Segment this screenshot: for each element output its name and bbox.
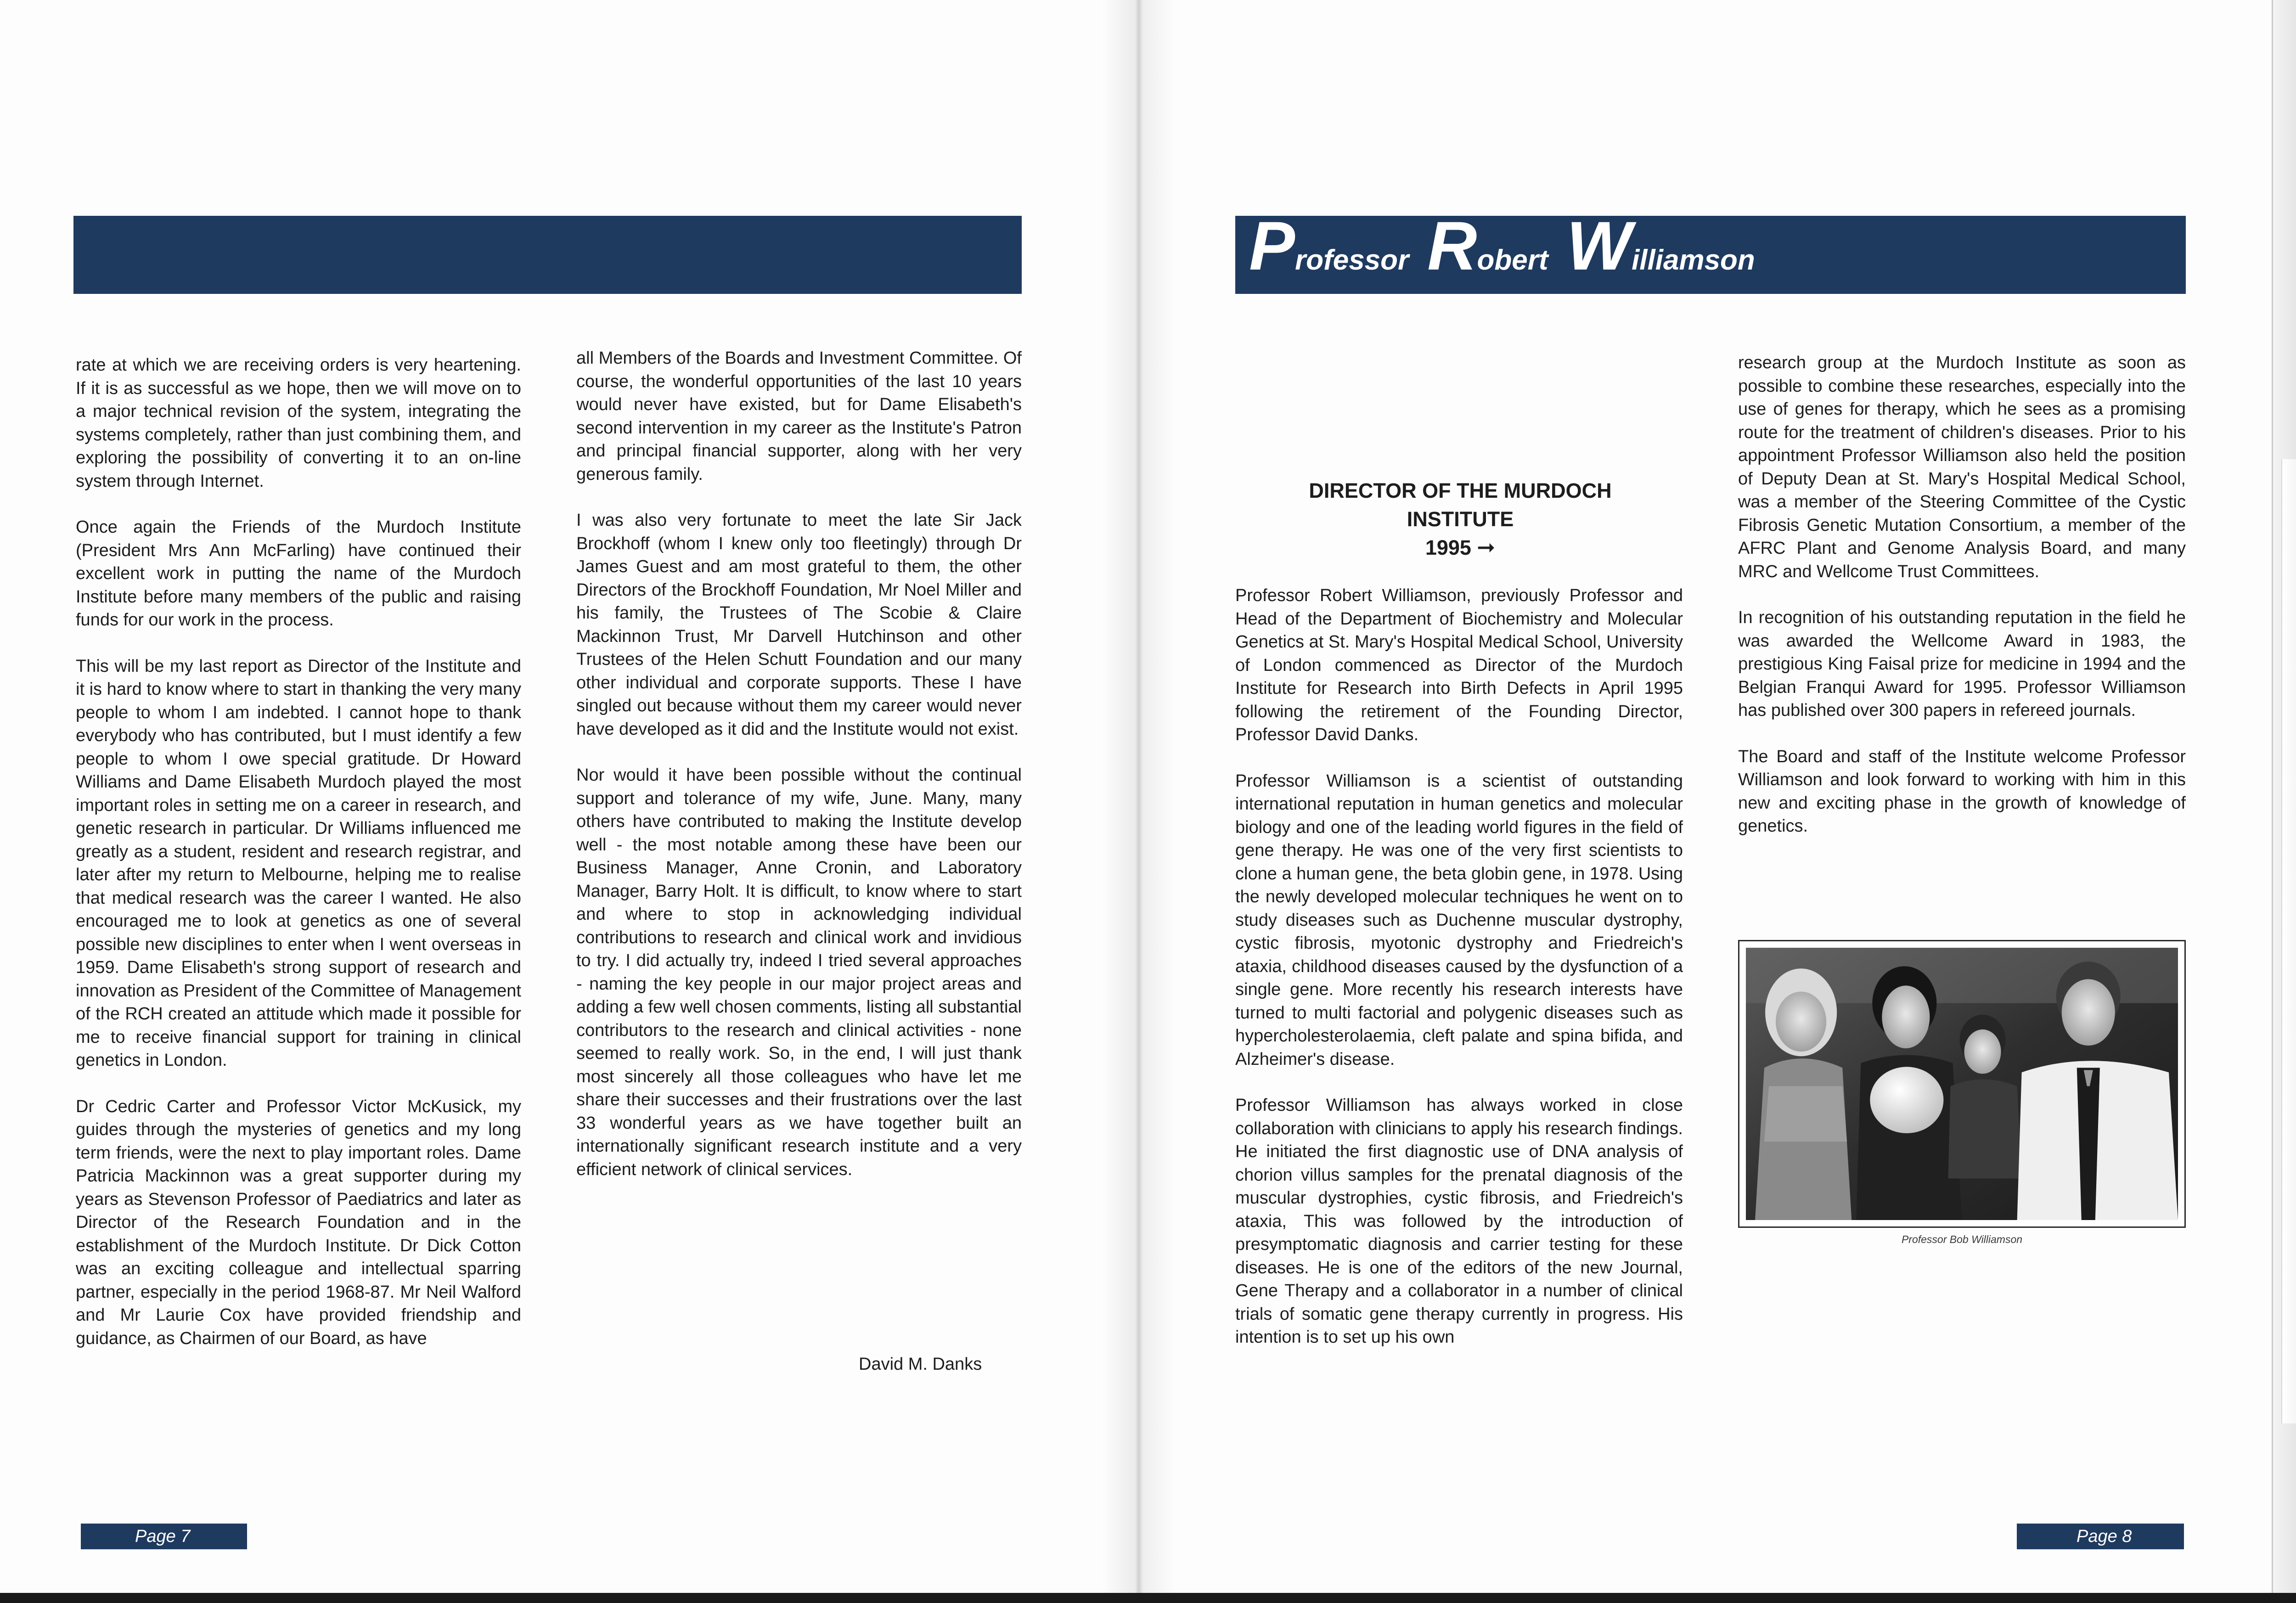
title-word: illiamson — [1632, 244, 1755, 276]
paragraph: Professor Williamson is a scientist of outstanding international reputation in human genetics and molecular biology and one of the leading world figures in the field of gene therapy. He was one of the very first scientists to clone a human gene, the beta globin gene, in 1978. Using the newly developed molecular techniques he went on to study diseases such as Duchenne muscular dystrophy, cystic fibrosis, myotonic dystrophy and Friedreich's ataxia, childhood diseases caused by the dysfunction of a single gene. More recently his research interests have turned to multi factorial and polygenic diseases such as hypercholesterolaemia, cleft palate and spina bifida, and Alzheimer's disease. — [1235, 771, 1683, 1069]
paragraph: Dr Cedric Carter and Professor Victor McKusick, my guides through the mysteries of genetics and my long term friends, were the next to play important roles. Dame Patricia Mackinnon was a great supporter during my years as Stevenson Professor of Paediatrics and later as Director of the Research Foundation and in the establishment of the Murdoch Institute. Dr Dick Cotton was an exciting colleague and intellectual sparring partner, especially in the period 1968-87. Mr Neil Walford and Mr Laurie Cox have provided friendship and guidance, as Chairmen of our Board, as have — [76, 1097, 521, 1348]
paragraph: all Members of the Boards and Investment Committee. Of course, the wonderful opportunities of the last 10 years would never have existed, but for Dame Elisabeth's second intervention in my career as the Institute's Patron and principal financial supporter, along with her very generous family. — [576, 349, 1022, 484]
article-title — [1249, 207, 1773, 294]
left-column-1 — [76, 354, 521, 1373]
title-word: obert — [1477, 244, 1548, 276]
director-heading-line: INSTITUTE — [1407, 507, 1514, 531]
paragraph: In recognition of his outstanding reputation in the field he was awarded the Wellcome Award in 1983, the prestigious King Faisal prize for medicine in 1994 and the Belgian Franqui Award for 1995. Professor Williamson has published over 300 papers in refereed journals. — [1738, 608, 2186, 720]
director-heading-year-line — [1258, 534, 1662, 562]
paragraph: Once again the Friends of the Murdoch Institute (President Mrs Ann McFarling) have continued their excellent work in putting the name of the Murdoch Institute before many members of the public and raising funds for our work in the process. — [76, 517, 521, 630]
left-header-bar — [73, 216, 1022, 294]
arrow-right-icon: ➞ — [1476, 535, 1496, 560]
author-signature: David M. Danks — [859, 1355, 982, 1374]
director-year: 1995 — [1425, 536, 1471, 559]
paragraph: Nor would it have been possible without the continual support and tolerance of my wife, June. Many, many others have contributed to making the Institute develop well - the most notable among these have been our Business Manager, Anne Cronin, and Laboratory Manager, Barry Holt. It is difficult, to know where to start and where to stop in acknowledging individual contributions to research and clinical work and invidious to try. I did actually try, indeed I tried several approaches - naming the key people in our major project areas and adding a few well chosen comments, listing all substantial contributors to the research and clinical activities - none seemed to really work. So, in the end, I will just thank most sincerely all those colleagues who have let me share their successes and their frustrations over the last 33 wonderful years as we have together built an internationally significant research institute and a very efficient network of clinical services. — [576, 765, 1022, 1179]
scan-bottom-edge — [0, 1593, 2296, 1603]
title-initial: W — [1566, 207, 1630, 284]
page-gutter — [1102, 0, 1176, 1603]
portrait-photo — [1746, 948, 2178, 1220]
director-heading — [1258, 477, 1662, 562]
paragraph: rate at which we are receiving orders is very heartening. If it is as successful as we hope, then we will move on to a major technical revision of the system, integrating the systems completely, rather than just combining them, and exploring the possibility of converting it to an on-line system through Internet. — [76, 355, 521, 491]
title-initial: P — [1249, 207, 1294, 284]
paragraph: I was also very fortunate to meet the late Sir Jack Brockhoff (whom I knew only too fleetingly) through Dr James Guest and am most grateful to them, the other Directors of the Brockhoff Foundation, Mr Noel Miller and his family, the Trustees of The Scobie & Claire Mackinnon Trust, Mr Darvell Hutchinson and other Trustees of the Helen Schutt Foundation and our many other individual and corporate supports. These I have singled out because without them my career would never have developed as it did and the Institute would not exist. — [576, 511, 1022, 739]
page-number-tab-right: Page 8 — [2017, 1524, 2184, 1549]
right-header-bar — [1235, 207, 2186, 294]
right-column-2 — [1738, 351, 2186, 861]
photo-caption: Professor Bob Williamson — [1901, 1233, 2023, 1245]
folded-page-edge — [2281, 459, 2296, 1423]
right-column-1 — [1235, 584, 1683, 1372]
paragraph: This will be my last report as Director of the Institute and it is hard to know where to start in thanking the very many people to whom I am indebted. I cannot hope to thank everybody who has contributed, but I must identify a few people to whom I owe special gratitude. Dr Howard Williams and Dame Elisabeth Murdoch played the most important roles in setting me on a career in research, and genetic research in particular. Dr Williams influenced me greatly as a student, resident and research registrar, and later after my return to Melbourne, helping me to realise that medical research was the career I wanted. He also encouraged me to look at genetics as one of several possible new disciplines to enter when I went overseas in 1959. Dame Elisabeth's strong support of research and innovation as President of the Committee of Management of the RCH created an attitude which made it possible for me to receive financial support for training in clinical genetics in London. — [76, 656, 521, 1070]
left-page — [0, 0, 1139, 1603]
paragraph: Professor Robert Williamson, previously Professor and Head of the Department of Biochemistry and Molecular Genetics at St. Mary's Hospital Medical School, University of London commenced as Director of the Murdoch Institute for Research into Birth Defects in April 1995 following the retirement of the Founding Director, Professor David Danks. — [1235, 586, 1683, 744]
title-word: rofessor — [1295, 244, 1409, 276]
left-column-2 — [576, 347, 1022, 1204]
director-heading-line: DIRECTOR OF THE MURDOCH — [1309, 479, 1612, 502]
photo-frame — [1738, 940, 2186, 1228]
paragraph: The Board and staff of the Institute welcome Professor Williamson and look forward to working with him in this new and exciting phase in the growth of knowledge of genetics. — [1738, 747, 2186, 836]
paragraph: Professor Williamson has always worked in close collaboration with clinicians to apply his research findings. He initiated the first diagnostic use of DNA analysis of chorion villus samples for the prenatal diagnosis of the muscular dystrophies, cystic fibrosis, and Friedreich's ataxia, This was followed by the introduction of presymptomatic diagnosis and carrier testing for these diseases. He is one of the editors of the new Journal, Gene Therapy and a collaborator in a number of clinical trials of somatic gene therapy currently in progress. His intention is to set up his own — [1235, 1096, 1683, 1347]
page-number-tab-left: Page 7 — [81, 1524, 247, 1549]
paragraph: research group at the Murdoch Institute as soon as possible to combine these researches, especially into the use of genes for therapy, which he sees as a promising route for the treatment of children's diseases. Prior to his appointment Professor Williamson also held the position of Deputy Dean at St. Mary's Hospital Medical School, was a member of the Steering Committee of the Cystic Fibrosis Genetic Mutation Consortium, a member of the AFRC Plant and Genome Analysis Board, and many MRC and Wellcome Trust Committees. — [1738, 353, 2186, 581]
title-initial: R — [1427, 207, 1475, 284]
